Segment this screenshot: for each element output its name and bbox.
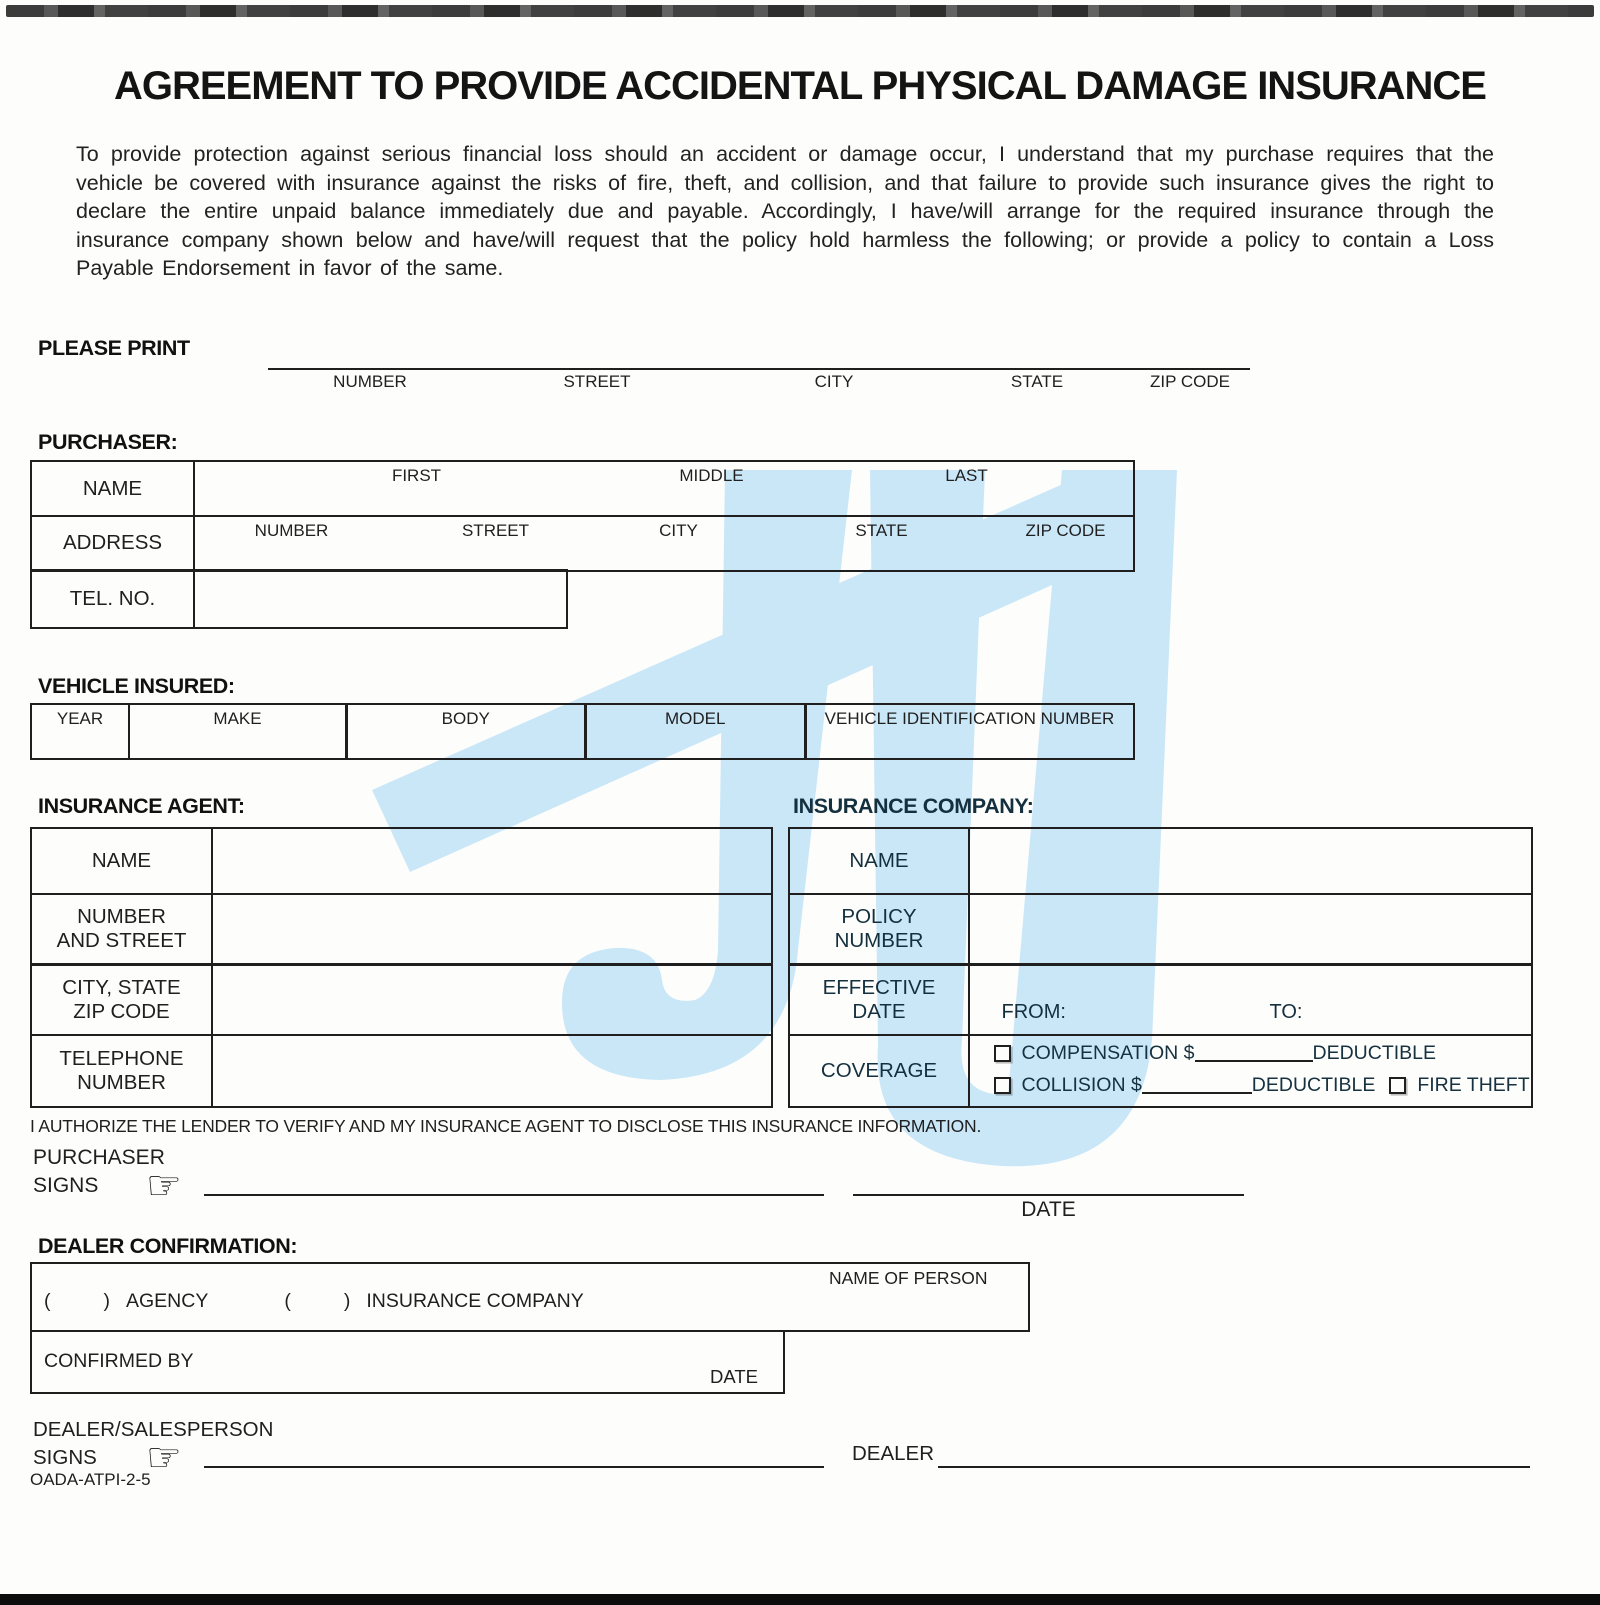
purchaser-name-sublabel-first: FIRST (391, 466, 442, 485)
vehicle-make-cell[interactable] (128, 703, 348, 760)
agent-phone-label-line1: TELEPHONE (59, 1047, 184, 1071)
purchaser-address-label: ADDRESS (62, 531, 163, 555)
compensation-label: COMPENSATION $ (1021, 1041, 1195, 1064)
purchaser-name-input-cell[interactable] (193, 460, 1136, 517)
company-policy-label-line2: NUMBER (834, 929, 924, 952)
company-name-label: NAME (849, 849, 909, 873)
company-effective-label-line1: EFFECTIVE (822, 975, 936, 999)
effective-to-label: TO: (1269, 1001, 1303, 1023)
vehicle-vin-cell[interactable] (804, 703, 1135, 760)
purchaser-tel-label-cell (30, 569, 195, 629)
confirmation-date-label: DATE (710, 1365, 758, 1387)
insurance-company-check-parens[interactable]: ( ) (284, 1290, 351, 1312)
company-policy-input-cell[interactable] (968, 893, 1533, 966)
purchaser-address-label-cell (30, 515, 195, 572)
agent-city-label-line1: CITY, STATE (62, 975, 181, 999)
collision-deductible-label: DEDUCTIBLE (1251, 1073, 1376, 1096)
company-effective-label-line2: DATE (852, 999, 906, 1023)
compensation-checkbox[interactable] (994, 1045, 1011, 1062)
agent-name-input-cell[interactable] (211, 827, 773, 895)
agent-phone-label-cell (30, 1034, 213, 1109)
purchaser-address-input-cell[interactable] (193, 515, 1136, 572)
please-print-label-number: NUMBER (333, 372, 407, 391)
purchaser-tel-label: TEL. NO. (69, 587, 156, 611)
dealer-name-line[interactable] (938, 1438, 1530, 1468)
purchaser-address-sublabel-number: NUMBER (254, 520, 329, 540)
company-coverage-input-cell (968, 1034, 1533, 1109)
dealer-confirmation-box[interactable] (30, 1262, 1030, 1332)
fire-theft-label: FIRE THEFT (1417, 1073, 1530, 1096)
purchaser-address-sublabel-street: STREET (461, 520, 530, 540)
agency-label: AGENCY (126, 1290, 209, 1312)
agent-city-label-line2: ZIP CODE (73, 999, 170, 1023)
vehicle-year-label: YEAR (56, 709, 104, 728)
company-coverage-label: COVERAGE (820, 1058, 938, 1082)
purchaser-date-label: DATE (1021, 1198, 1076, 1221)
intro-paragraph: To provide protection against serious financial loss should an accident or damage occur, I understand that my purchase requires that the vehicle be covered with insurance against the risks of fire, theft, and collision, and that failure to provide such insurance gives the right to declare the entire unpaid balance immediately due and payable. Accordingly, I have/will arrange for the required insurance through the insurance company shown below and have/will request that the policy hold harmless the following; or provide a policy to contain a Loss Payable Endorsement in favor of the same. (76, 142, 1494, 281)
collision-label: COLLISION $ (1021, 1073, 1142, 1096)
agent-city-label-cell (30, 963, 213, 1036)
collision-checkbox[interactable] (994, 1077, 1011, 1094)
agent-city-input-cell[interactable] (211, 963, 773, 1036)
purchaser-address-sublabel-city: CITY (659, 520, 698, 540)
vehicle-body-label: BODY (441, 709, 490, 728)
agent-street-label-line2: AND STREET (56, 929, 187, 952)
name-of-person-label: NAME OF PERSON (829, 1268, 988, 1288)
vehicle-insured-heading: VEHICLE INSURED: (38, 674, 235, 698)
please-print-label-zip: ZIP CODE (1150, 372, 1230, 391)
agent-name-label: NAME (91, 849, 152, 873)
collision-amount-blank[interactable] (1142, 1077, 1252, 1094)
confirmed-by-box[interactable] (30, 1330, 785, 1394)
company-effective-input-cell[interactable] (968, 963, 1533, 1036)
effective-from-label: FROM: (1001, 1001, 1066, 1023)
company-name-label-cell (788, 827, 970, 895)
dealer-salesperson-signature-line[interactable] (204, 1438, 824, 1468)
insurance-company-heading: INSURANCE COMPANY: (793, 794, 1034, 818)
pointing-hand-icon: ☞ (146, 1435, 182, 1481)
purchaser-tel-input-cell[interactable] (193, 569, 568, 629)
vehicle-vin-label: VEHICLE IDENTIFICATION NUMBER (824, 709, 1115, 728)
form-title: AGREEMENT TO PROVIDE ACCIDENTAL PHYSICAL DAMAGE INSURANCE (113, 64, 1486, 108)
purchaser-address-sublabel-state: STATE (855, 520, 908, 540)
compensation-deductible-label: DEDUCTIBLE (1312, 1041, 1437, 1064)
purchaser-date-line[interactable] (853, 1166, 1244, 1196)
form-code: OADA-ATPI-2-5 (30, 1470, 151, 1489)
purchaser-signs-label-line1: PURCHASER (33, 1146, 165, 1169)
dealer-signs-label-line1: DEALER/SALESPERSON (33, 1418, 274, 1441)
purchaser-heading: PURCHASER: (38, 430, 178, 454)
agent-street-label-cell (30, 893, 213, 966)
company-policy-label-line1: POLICY (841, 905, 917, 929)
please-print-heading: PLEASE PRINT (38, 336, 190, 360)
please-print-write-line[interactable] (268, 340, 1250, 370)
vehicle-make-label: MAKE (213, 709, 262, 728)
company-coverage-label-cell (788, 1034, 970, 1109)
purchaser-name-sublabel-middle: MIDDLE (679, 466, 744, 485)
agency-check-parens[interactable]: ( ) (44, 1290, 110, 1312)
purchaser-signature-line[interactable] (204, 1166, 824, 1196)
purchaser-address-sublabel-zip: ZIP CODE (1025, 520, 1106, 540)
agent-phone-label-line2: NUMBER (77, 1070, 166, 1094)
agent-street-input-cell[interactable] (211, 893, 773, 966)
purchaser-name-label: NAME (82, 476, 143, 500)
dealer-confirmation-heading: DEALER CONFIRMATION: (38, 1234, 298, 1258)
company-name-input-cell[interactable] (968, 827, 1533, 895)
dealer-label: DEALER (852, 1442, 935, 1465)
please-print-label-street: STREET (563, 372, 631, 391)
insurance-agent-heading: INSURANCE AGENT: (38, 794, 245, 818)
agent-name-label-cell (30, 827, 213, 895)
purchaser-signs-label-line2: SIGNS (33, 1174, 99, 1197)
authorization-statement: I AUTHORIZE THE LENDER TO VERIFY AND MY INSURANCE AGENT TO DISCLOSE THIS INSURANCE INFORMATION. (30, 1116, 982, 1136)
pointing-hand-icon: ☞ (146, 1163, 182, 1209)
vehicle-model-label: MODEL (665, 709, 726, 728)
fire-theft-checkbox[interactable] (1389, 1077, 1406, 1094)
compensation-amount-blank[interactable] (1195, 1045, 1313, 1062)
please-print-label-state: STATE (1010, 372, 1064, 391)
company-policy-label-cell (788, 893, 970, 966)
vehicle-year-cell[interactable] (30, 703, 130, 760)
vehicle-model-cell[interactable] (584, 703, 807, 760)
insurance-company-option-label: INSURANCE COMPANY (366, 1290, 584, 1312)
please-print-label-city: CITY (814, 372, 854, 391)
agent-phone-input-cell[interactable] (211, 1034, 773, 1109)
purchaser-name-sublabel-last: LAST (945, 466, 988, 485)
purchaser-name-label-cell (30, 460, 195, 517)
confirmed-by-label: CONFIRMED BY (44, 1349, 194, 1372)
company-effective-label-cell (788, 963, 970, 1036)
dealer-signs-label-line2: SIGNS (33, 1446, 97, 1469)
agent-street-label-line1: NUMBER (77, 905, 166, 929)
vehicle-body-cell[interactable] (345, 703, 587, 760)
